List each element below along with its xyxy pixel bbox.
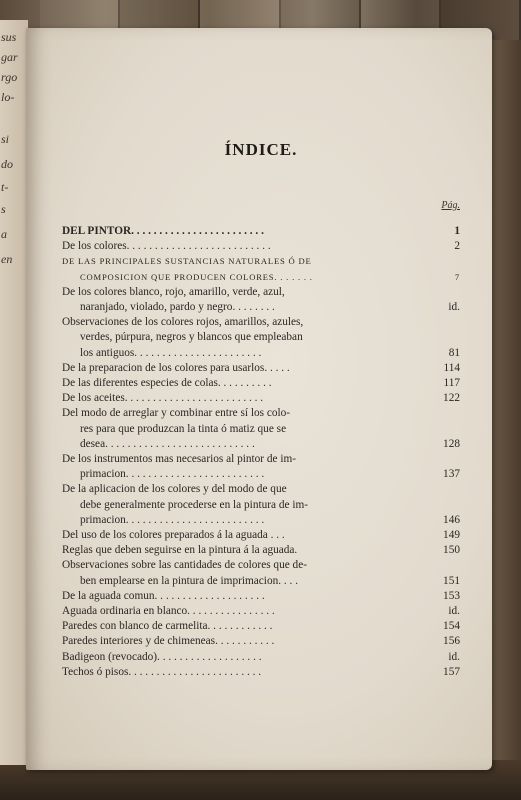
toc-entry-page-number: 150 xyxy=(443,544,460,557)
left-page-text-fragment: lo- xyxy=(1,90,15,104)
toc-entry-title xyxy=(62,315,420,361)
toc-entry xyxy=(62,604,460,619)
toc-entry-line: De los instrumentos mas necesarios al pintor de im- xyxy=(62,453,297,466)
toc-entry-page-number: 81 xyxy=(448,346,460,359)
toc-entry-page-number: 157 xyxy=(443,665,460,678)
toc-entry-line: Observaciones sobre las cantidades de colores que de- xyxy=(62,559,307,572)
toc-entry-title xyxy=(62,452,420,482)
left-page-text-fragment: do xyxy=(1,157,13,171)
page-title: ÍNDICE. xyxy=(224,140,298,159)
left-page-text-fragment: en xyxy=(1,252,13,266)
toc-entry xyxy=(62,391,460,406)
toc-entry-title xyxy=(62,543,420,558)
left-page-text-fragment: gar xyxy=(1,50,18,64)
toc-entry-page-number: 117 xyxy=(443,377,460,390)
toc-entry xyxy=(62,315,460,361)
toc-entry xyxy=(62,558,460,588)
toc-entry-line: Paredes interiores y de chimeneas. . . . . . . . . . . xyxy=(62,635,275,648)
toc-entry-line: Paredes con blanco de carmelita. . . . . . . . . . . . xyxy=(62,620,273,633)
toc-entry-page-number: 156 xyxy=(443,635,460,648)
toc-entry xyxy=(62,254,460,284)
toc-entry-page-number: 154 xyxy=(443,620,460,633)
toc-entry-page-number: 114 xyxy=(443,361,460,374)
toc-entry-line: Reglas que deben seguirse en la pintura á la aguada. xyxy=(62,544,298,557)
toc-entry-title xyxy=(62,558,420,588)
toc-entry-title xyxy=(62,619,420,634)
toc-entry-title xyxy=(62,650,420,665)
toc-entry-title xyxy=(62,224,420,239)
toc-entry-page-number: id. xyxy=(448,650,460,663)
toc-entry-title xyxy=(62,634,420,649)
toc-entry xyxy=(62,589,460,604)
toc-entry-line: Aguada ordinaria en blanco. . . . . . . . . . . . . . . . xyxy=(62,605,275,618)
left-page-text-fragment: a xyxy=(1,227,7,241)
toc-entry xyxy=(62,543,460,558)
toc-entry xyxy=(62,665,460,680)
toc-entry-title xyxy=(62,482,420,528)
book-page xyxy=(26,28,492,770)
toc-entry xyxy=(62,376,460,391)
toc-entry-line: Observaciones de los colores rojos, amarillos, azules, xyxy=(62,316,304,329)
toc-entry-line: primacion. . . . . . . . . . . . . . . . . . . . . . . . . xyxy=(80,468,265,481)
toc-entry-page-number: 7 xyxy=(454,271,460,282)
toc-entry-page-number: 2 xyxy=(454,240,460,253)
toc-entry-page-number: 153 xyxy=(443,589,460,602)
toc-entry-line: primacion. . . . . . . . . . . . . . . . . . . . . . . . . xyxy=(80,513,265,526)
toc-entry-page-number: 128 xyxy=(443,437,460,450)
toc-entry-line: De los aceites. . . . . . . . . . . . . . . . . . . . . . . . . xyxy=(62,392,264,405)
toc-entry-page-number: 1 xyxy=(454,225,460,237)
left-facing-page xyxy=(0,20,28,765)
toc-entry-title xyxy=(62,376,420,391)
toc-entry-title xyxy=(62,604,420,619)
toc-entry-title xyxy=(62,665,420,680)
toc-entry-page-number: 137 xyxy=(443,468,460,481)
toc-entry-line: naranjado, violado, pardo y negro. . . . . . . . xyxy=(80,301,275,314)
toc-entry-line: debe generalmente procederse en la pintura de im- xyxy=(80,498,309,511)
toc-entry-line: desea. . . . . . . . . . . . . . . . . . . . . . . . . . . xyxy=(80,437,255,450)
toc-entry-line: los antiguos. . . . . . . . . . . . . . . . . . . . . . . xyxy=(80,346,262,359)
toc-entry-title xyxy=(62,361,420,376)
left-page-text-fragment: sus xyxy=(1,30,17,44)
toc-entry-line: De los colores. . . . . . . . . . . . . . . . . . . . . . . . . . xyxy=(62,240,271,253)
toc-entry-line: De la aguada comun. . . . . . . . . . . . . . . . . . . . xyxy=(62,589,265,602)
toc-entry-line: Del modo de arreglar y combinar entre sí los colo- xyxy=(62,407,291,420)
toc-entry xyxy=(62,528,460,543)
left-page-text-fragment: rgo xyxy=(1,70,18,84)
toc-entry-page-number: 149 xyxy=(443,529,460,542)
toc-entry-line: COMPOSICION QUE PRODUCEN COLORES. . . . . . . xyxy=(80,271,313,282)
toc-entry-line: Del uso de los colores preparados á la aguada . . . xyxy=(62,529,285,542)
toc-entry xyxy=(62,452,460,482)
toc-entry xyxy=(62,650,460,665)
left-page-text-fragment: t- xyxy=(1,180,9,194)
toc-entry-title xyxy=(62,391,420,406)
page-column-header: Pág. xyxy=(441,200,460,211)
left-page-text-fragment: s xyxy=(1,202,6,216)
toc-entry xyxy=(62,482,460,528)
toc-entry-line: res para que produzcan la tinta ó matiz que se xyxy=(80,422,287,435)
toc-entry-line: verdes, púrpura, negros y blancos que empleaban xyxy=(80,331,303,344)
toc-entry-line: De la preparacion de los colores para usarlos. . . . . xyxy=(62,361,290,374)
toc-entry-page-number: 122 xyxy=(443,392,460,405)
left-page-text-fragment: si xyxy=(1,132,10,146)
toc-entry-line: ben emplearse en la pintura de imprimacion. . . . xyxy=(80,574,299,587)
toc-entry xyxy=(62,406,460,452)
toc-entry-page-number: id. xyxy=(448,301,460,314)
toc-entry-line: De la aplicacion de los colores y del modo de que xyxy=(62,483,287,496)
toc-entry xyxy=(62,361,460,376)
toc-entry-title xyxy=(62,528,420,543)
toc-entry-title xyxy=(62,406,420,452)
toc-entry-line: DEL PINTOR. . . . . . . . . . . . . . . . . . . . . . . . xyxy=(62,225,264,237)
toc-entry-page-number: id. xyxy=(448,605,460,618)
toc-entry-title xyxy=(62,285,420,315)
toc-entry xyxy=(62,239,460,254)
toc-entry-line: DE LAS PRINCIPALES SUSTANCIAS NATURALES Ó DE xyxy=(62,256,312,267)
toc-entry xyxy=(62,224,460,239)
toc-entry xyxy=(62,634,460,649)
toc-entry-title xyxy=(62,589,420,604)
toc-entry xyxy=(62,619,460,634)
table-of-contents xyxy=(62,224,460,680)
toc-entry-line: De las diferentes especies de colas. . . . . . . . . . xyxy=(62,377,272,390)
toc-entry-title xyxy=(62,239,420,254)
toc-entry xyxy=(62,285,460,315)
toc-entry-title xyxy=(62,254,420,284)
toc-entry-line: De los colores blanco, rojo, amarillo, verde, azul, xyxy=(62,285,285,298)
toc-entry-page-number: 151 xyxy=(443,574,460,587)
background-table-right xyxy=(491,40,521,800)
toc-entry-line: Techos ó pisos. . . . . . . . . . . . . . . . . . . . . . . . xyxy=(62,665,262,678)
toc-entry-line: Badigeon (revocado). . . . . . . . . . . . . . . . . . . xyxy=(62,650,262,663)
toc-entry-page-number: 146 xyxy=(443,513,460,526)
